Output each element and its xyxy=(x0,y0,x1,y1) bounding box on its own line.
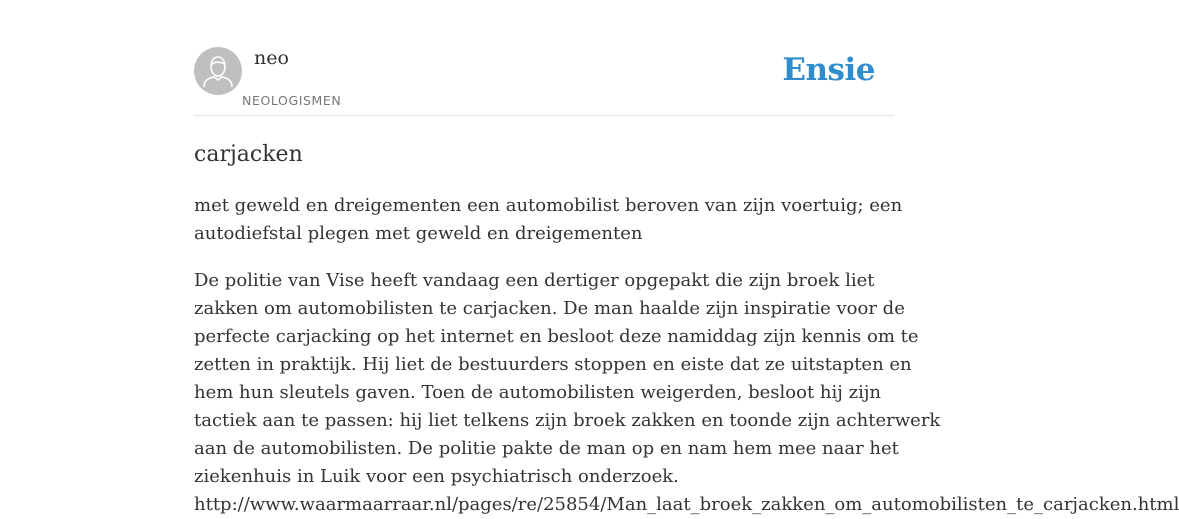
example-line: De politie van Vise heeft vandaag een dertiger opgepakt die zijn broek liet xyxy=(194,270,875,291)
example-line: aan de automobilisten. De politie pakte de man op en nam hem mee naar het xyxy=(194,438,899,459)
entry-word: carjacken xyxy=(194,142,303,167)
username[interactable]: neo xyxy=(254,47,289,69)
example-line: perfecte carjacking op het internet en besloot deze namiddag zijn kennis om te xyxy=(194,326,919,347)
entry-definition xyxy=(194,192,914,248)
entry-example xyxy=(194,267,1179,519)
example-line: zetten in praktijk. Hij liet de bestuurders stoppen en eiste dat ze uitstapten en xyxy=(194,354,912,375)
example-line: hem hun sleutels gaven. Toen de automobilisten weigerden, besloot hij zijn xyxy=(194,382,881,403)
brand-logo[interactable]: Ensie xyxy=(782,52,875,88)
example-line: tactiek aan te passen: hij liet telkens zijn broek zakken en toonde zijn achterwerk xyxy=(194,410,941,431)
header-divider xyxy=(194,115,894,116)
category-label[interactable]: NEOLOGISMEN xyxy=(242,93,342,108)
definition-line: autodiefstal plegen met geweld en dreigementen xyxy=(194,223,643,244)
example-line: zakken om automobilisten te carjacken. De man haalde zijn inspiratie voor de xyxy=(194,298,905,319)
definition-line: met geweld en dreigementen een automobilist beroven van zijn voertuig; een xyxy=(194,195,903,216)
entry-header xyxy=(194,46,894,116)
example-line: ziekenhuis in Luik voor een psychiatrisch onderzoek. xyxy=(194,466,679,487)
source-link[interactable]: http://www.waarmaarraar.nl/pages/re/25854/Man_laat_broek_zakken_om_automobilisten_te_carjacken.html xyxy=(194,494,1179,515)
user-silhouette-icon xyxy=(194,47,242,95)
avatar[interactable] xyxy=(194,47,242,95)
